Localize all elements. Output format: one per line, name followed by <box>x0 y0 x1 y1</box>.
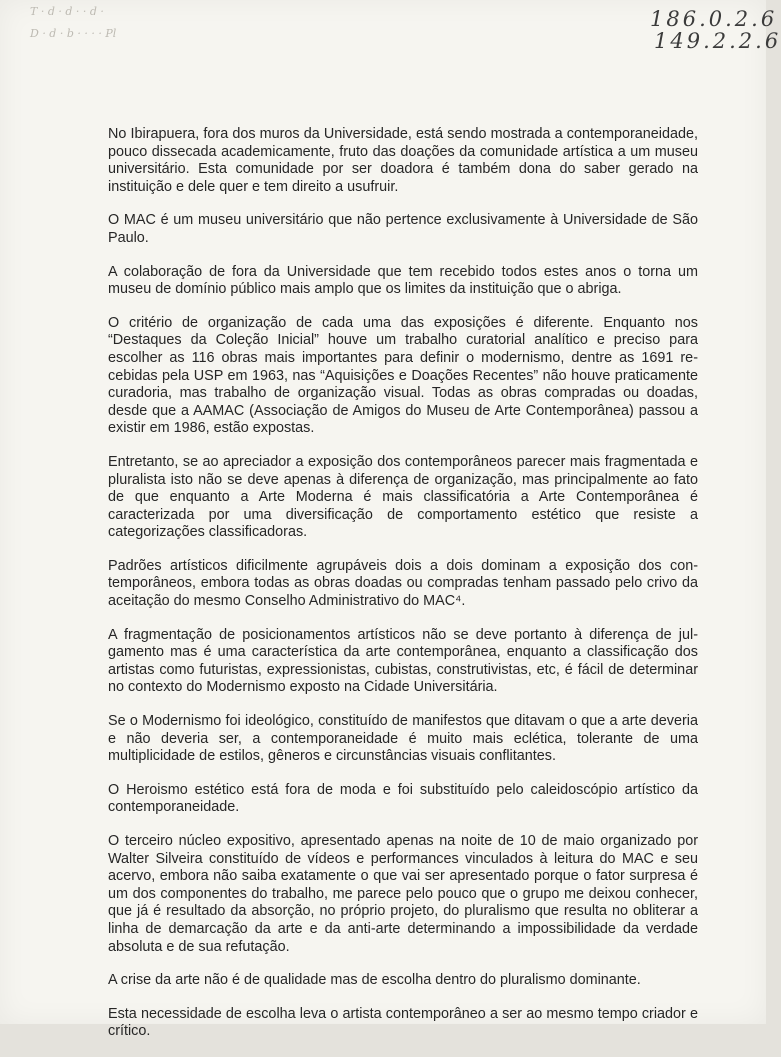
handwritten-call-number-2: 149.2.2.6 <box>654 29 781 53</box>
paragraph-9: O Heroismo estético está fora de moda e foi substituído pelo caleidoscópio artístico da contemporaneidade. <box>108 781 698 816</box>
paragraph-8: Se o Modernismo foi ideológico, constituído de manifestos que ditavam o que a arte deveria e não deveria ser, a contemporaneidade é muito mais eclética, tolerante de uma multiplicidade de estilos, gêneros e circunstâncias visuais conflitantes. <box>108 713 698 765</box>
faint-pencil-note-2: D · d · b · · · · Pl <box>30 27 117 40</box>
paragraph-5: Entretanto, se ao apreciador a exposição dos contemporâneos parecer mais fragmentada e pluralista isto não se deve apenas à diferença de organização, mas principalmente ao fato de que enquanto a Arte Moderna é mais classificatória a Arte Contemporânea é caracterizada por uma diversificação de comportamento estético que resiste a categorizações classificadoras. <box>108 453 698 541</box>
faint-pencil-note-1: T · d · d · · d · <box>30 5 104 18</box>
paragraph-7: A fragmentação de posicionamentos artísticos não se deve portanto à diferença de julgamento mas é uma característica da arte contemporânea, enquanto a classificação dos artistas como futuristas, expressionistas, cubistas, construtivistas, etc, é fácil de determinar no contexto do Modernismo exposto na Cidade Universitária. <box>108 626 698 696</box>
paragraph-2: O MAC é um museu universitário que não pertence exclusivamente à Universidade de São Paulo. <box>108 212 698 246</box>
paragraph-11: A crise da arte não é de qualidade mas de escolha dentro do pluralismo dominante. <box>108 972 641 989</box>
handwritten-call-number-1: 186.0.2.6 <box>650 7 778 31</box>
body-text <box>108 126 698 1057</box>
paragraph-12: Esta necessidade de escolha leva o artista contemporâneo a ser ao mesmo tempo criador e crítico. <box>108 1005 698 1040</box>
paragraph-1: No Ibirapuera, fora dos muros da Universidade, está sendo mostrada a contemporaneidade, pouco dissecada academicamente, fruto das doações da comunidade artística a um museu universitário. Esta comunidade por ser doadora é também dona do saber gerado na instituição e dele quer e tem direito a usufruir. <box>108 126 698 195</box>
paragraph-4: O critério de organização de cada uma das exposições é diferente. Enquanto nos “Destaques da Coleção Inicial” houve um trabalho curatorial analítico e preciso para escolher as 116 obras mais importantes para definir o modernismo, dentre as 1691 recebidas pela USP em 1963, nas “Aquisições e Doações Recentes” não houve praticamente curadoria, mas trabalho de organização visual. Todas as obras compradas ou doadas, desde que a AAMAC (Associação de Amigos do Museu de Arte Contemporânea) passou a existir em 1986, estão expostas. <box>108 314 698 437</box>
paragraph-6: Padrões artísticos dificilmente agrupáveis dois a dois dominam a exposição dos contemporâneos, embora todas as obras doadas ou compradas tenham passado pelo crivo da aceitação do mesmo Conselho Administrativo do MAC⁴. <box>108 557 698 610</box>
paragraph-10: O terceiro núcleo expositivo, apresentado apenas na noite de 10 de maio organizado por Walter Silveira constituído de vídeos e performances vinculados à leitura do MAC e seu acervo, embora não saiba exatamente o que vai ser apresentado porque o fator surpresa é um dos componentes do trabalho, me parece pelo pouco que o grupo me deixou conhecer, que já é resultado da absorção, no próprio projeto, do pluralismo que resulta no obliterar a linha de demarcação da arte e da anti-arte determinando a impossibilidade da verdade absoluta e de sua refutação. <box>108 833 698 955</box>
paragraph-3: A colaboração de fora da Universidade que tem recebido todos estes anos o torna um museu de domínio público mais amplo que os limites da instituição que o abriga. <box>108 263 698 298</box>
